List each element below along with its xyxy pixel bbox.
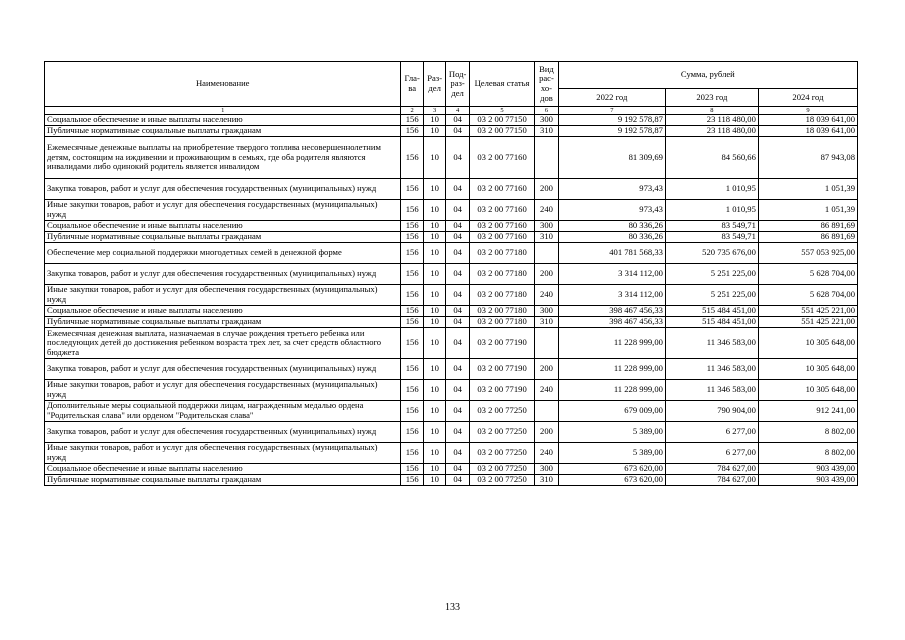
table-row xyxy=(45,137,858,179)
row-name: Публичные нормативные социальные выплаты гражданам xyxy=(45,126,401,137)
row-target: 03 2 00 77190 xyxy=(469,359,534,380)
row-target: 03 2 00 77160 xyxy=(469,179,534,200)
column-number: 5 xyxy=(469,107,534,115)
row-glava: 156 xyxy=(401,401,423,422)
row-glava: 156 xyxy=(401,137,423,179)
row-target: 03 2 00 77160 xyxy=(469,221,534,232)
row-target: 03 2 00 77180 xyxy=(469,285,534,306)
row-vid: 240 xyxy=(535,443,558,464)
row-sum-2024: 10 305 648,00 xyxy=(758,359,857,380)
row-sum-2022: 398 467 456,33 xyxy=(558,306,665,317)
row-sum-2022: 401 781 568,33 xyxy=(558,243,665,264)
row-sum-2023: 11 346 583,00 xyxy=(665,359,758,380)
header-razdel: Раз-дел xyxy=(423,62,445,107)
table-row xyxy=(45,422,858,443)
column-number: 1 xyxy=(45,107,401,115)
row-sum-2022: 11 228 999,00 xyxy=(558,359,665,380)
row-podrazdel: 04 xyxy=(446,115,469,126)
row-name: Публичные нормативные социальные выплаты гражданам xyxy=(45,317,401,328)
row-glava: 156 xyxy=(401,126,423,137)
row-podrazdel: 04 xyxy=(446,443,469,464)
table-row xyxy=(45,328,858,359)
row-glava: 156 xyxy=(401,359,423,380)
column-number: 4 xyxy=(446,107,469,115)
row-vid: 300 xyxy=(535,115,558,126)
row-podrazdel: 04 xyxy=(446,243,469,264)
row-sum-2023: 83 549,71 xyxy=(665,221,758,232)
row-glava: 156 xyxy=(401,243,423,264)
row-vid: 310 xyxy=(535,232,558,243)
row-target: 03 2 00 77190 xyxy=(469,380,534,401)
row-sum-2024: 1 051,39 xyxy=(758,179,857,200)
row-razdel: 10 xyxy=(423,179,445,200)
row-sum-2024: 18 039 641,00 xyxy=(758,126,857,137)
table-row xyxy=(45,401,858,422)
table-row xyxy=(45,464,858,475)
row-sum-2022: 673 620,00 xyxy=(558,464,665,475)
row-name: Ежемесячные денежные выплаты на приобретение твердого топлива несовершеннолетним детям, состоящим на иждивении и проживающим в семьях, где оба родителя являются инвалидами либо одинокий родитель является инвалидом xyxy=(45,137,401,179)
row-sum-2022: 80 336,26 xyxy=(558,221,665,232)
row-sum-2023: 6 277,00 xyxy=(665,443,758,464)
row-razdel: 10 xyxy=(423,475,445,486)
row-razdel: 10 xyxy=(423,243,445,264)
row-sum-2023: 790 904,00 xyxy=(665,401,758,422)
row-razdel: 10 xyxy=(423,137,445,179)
row-vid: 240 xyxy=(535,380,558,401)
row-sum-2024: 87 943,08 xyxy=(758,137,857,179)
row-glava: 156 xyxy=(401,328,423,359)
row-razdel: 10 xyxy=(423,285,445,306)
row-sum-2024: 18 039 641,00 xyxy=(758,115,857,126)
row-sum-2023: 784 627,00 xyxy=(665,475,758,486)
row-sum-2024: 551 425 221,00 xyxy=(758,317,857,328)
row-name: Иные закупки товаров, работ и услуг для обеспечения государственных (муниципальных) нужд xyxy=(45,380,401,401)
row-sum-2022: 3 314 112,00 xyxy=(558,264,665,285)
row-podrazdel: 04 xyxy=(446,401,469,422)
row-podrazdel: 04 xyxy=(446,380,469,401)
row-name: Иные закупки товаров, работ и услуг для обеспечения государственных (муниципальных) нужд xyxy=(45,443,401,464)
header-glava: Гла-ва xyxy=(401,62,423,107)
row-vid xyxy=(535,401,558,422)
row-razdel: 10 xyxy=(423,422,445,443)
table-body xyxy=(45,115,858,486)
row-glava: 156 xyxy=(401,464,423,475)
header-sum: Сумма, рублей xyxy=(558,62,857,89)
row-sum-2022: 3 314 112,00 xyxy=(558,285,665,306)
row-target: 03 2 00 77250 xyxy=(469,475,534,486)
row-sum-2024: 5 628 704,00 xyxy=(758,285,857,306)
budget-table xyxy=(44,61,858,486)
row-target: 03 2 00 77250 xyxy=(469,443,534,464)
table-row xyxy=(45,221,858,232)
row-name: Публичные нормативные социальные выплаты гражданам xyxy=(45,475,401,486)
row-podrazdel: 04 xyxy=(446,306,469,317)
row-vid: 310 xyxy=(535,317,558,328)
row-sum-2024: 557 053 925,00 xyxy=(758,243,857,264)
row-glava: 156 xyxy=(401,306,423,317)
row-name: Обеспечение мер социальной поддержки многодетных семей в денежной форме xyxy=(45,243,401,264)
row-sum-2022: 11 228 999,00 xyxy=(558,328,665,359)
row-sum-2022: 398 467 456,33 xyxy=(558,317,665,328)
row-razdel: 10 xyxy=(423,317,445,328)
row-sum-2023: 6 277,00 xyxy=(665,422,758,443)
row-target: 03 2 00 77180 xyxy=(469,264,534,285)
row-vid: 310 xyxy=(535,475,558,486)
row-sum-2024: 1 051,39 xyxy=(758,200,857,221)
row-podrazdel: 04 xyxy=(446,475,469,486)
row-sum-2024: 8 802,00 xyxy=(758,443,857,464)
row-sum-2024: 903 439,00 xyxy=(758,475,857,486)
row-target: 03 2 00 77180 xyxy=(469,306,534,317)
row-podrazdel: 04 xyxy=(446,137,469,179)
table-row xyxy=(45,243,858,264)
row-sum-2023: 520 735 676,00 xyxy=(665,243,758,264)
row-name: Дополнительные меры социальной поддержки лицам, награжденным медалью ордена "Родительская слава" или орденом "Родительская слава" xyxy=(45,401,401,422)
row-sum-2024: 551 425 221,00 xyxy=(758,306,857,317)
column-number: 2 xyxy=(401,107,423,115)
column-number: 6 xyxy=(535,107,558,115)
row-razdel: 10 xyxy=(423,221,445,232)
row-sum-2022: 5 389,00 xyxy=(558,422,665,443)
row-name: Иные закупки товаров, работ и услуг для обеспечения государственных (муниципальных) нужд xyxy=(45,200,401,221)
table-row xyxy=(45,200,858,221)
row-glava: 156 xyxy=(401,285,423,306)
row-target: 03 2 00 77190 xyxy=(469,328,534,359)
column-numbers-row xyxy=(45,107,858,115)
row-glava: 156 xyxy=(401,443,423,464)
row-sum-2024: 903 439,00 xyxy=(758,464,857,475)
row-sum-2022: 81 309,69 xyxy=(558,137,665,179)
row-razdel: 10 xyxy=(423,306,445,317)
row-glava: 156 xyxy=(401,232,423,243)
row-razdel: 10 xyxy=(423,443,445,464)
row-podrazdel: 04 xyxy=(446,328,469,359)
row-vid xyxy=(535,243,558,264)
row-sum-2022: 973,43 xyxy=(558,179,665,200)
row-glava: 156 xyxy=(401,317,423,328)
row-glava: 156 xyxy=(401,475,423,486)
row-sum-2024: 8 802,00 xyxy=(758,422,857,443)
row-target: 03 2 00 77250 xyxy=(469,422,534,443)
row-glava: 156 xyxy=(401,221,423,232)
row-vid: 300 xyxy=(535,464,558,475)
row-target: 03 2 00 77180 xyxy=(469,317,534,328)
row-sum-2024: 86 891,69 xyxy=(758,232,857,243)
row-name: Закупка товаров, работ и услуг для обеспечения государственных (муниципальных) нужд xyxy=(45,359,401,380)
row-sum-2023: 83 549,71 xyxy=(665,232,758,243)
row-sum-2023: 11 346 583,00 xyxy=(665,328,758,359)
row-target: 03 2 00 77250 xyxy=(469,401,534,422)
row-razdel: 10 xyxy=(423,115,445,126)
row-name: Ежемесячная денежная выплата, назначаемая в случае рождения третьего ребенка или последующих детей до достижения ребенком возраста трех лет, за счет средств областного бюджета xyxy=(45,328,401,359)
table-row xyxy=(45,179,858,200)
row-name: Публичные нормативные социальные выплаты гражданам xyxy=(45,232,401,243)
row-razdel: 10 xyxy=(423,328,445,359)
row-razdel: 10 xyxy=(423,264,445,285)
table-header xyxy=(45,62,858,115)
column-number: 7 xyxy=(558,107,665,115)
row-sum-2023: 23 118 480,00 xyxy=(665,126,758,137)
row-sum-2022: 80 336,26 xyxy=(558,232,665,243)
row-sum-2022: 973,43 xyxy=(558,200,665,221)
row-vid: 300 xyxy=(535,306,558,317)
row-vid: 240 xyxy=(535,200,558,221)
header-year-2022: 2022 год xyxy=(558,89,665,107)
row-sum-2023: 1 010,95 xyxy=(665,179,758,200)
row-sum-2022: 5 389,00 xyxy=(558,443,665,464)
row-podrazdel: 04 xyxy=(446,200,469,221)
row-name: Социальное обеспечение и иные выплаты населению xyxy=(45,306,401,317)
row-sum-2022: 673 620,00 xyxy=(558,475,665,486)
row-vid xyxy=(535,328,558,359)
row-glava: 156 xyxy=(401,380,423,401)
row-target: 03 2 00 77150 xyxy=(469,126,534,137)
table-row xyxy=(45,126,858,137)
row-sum-2024: 5 628 704,00 xyxy=(758,264,857,285)
row-podrazdel: 04 xyxy=(446,317,469,328)
header-year-2024: 2024 год xyxy=(758,89,857,107)
row-name: Социальное обеспечение и иные выплаты населению xyxy=(45,221,401,232)
row-podrazdel: 04 xyxy=(446,221,469,232)
row-podrazdel: 04 xyxy=(446,126,469,137)
row-razdel: 10 xyxy=(423,401,445,422)
row-sum-2023: 515 484 451,00 xyxy=(665,317,758,328)
table-row xyxy=(45,306,858,317)
row-podrazdel: 04 xyxy=(446,179,469,200)
row-sum-2022: 9 192 578,87 xyxy=(558,115,665,126)
row-sum-2024: 912 241,00 xyxy=(758,401,857,422)
table-row xyxy=(45,264,858,285)
row-vid: 310 xyxy=(535,126,558,137)
row-podrazdel: 04 xyxy=(446,359,469,380)
table-row xyxy=(45,359,858,380)
row-sum-2023: 84 560,66 xyxy=(665,137,758,179)
row-razdel: 10 xyxy=(423,380,445,401)
row-sum-2023: 1 010,95 xyxy=(665,200,758,221)
row-razdel: 10 xyxy=(423,464,445,475)
row-name: Иные закупки товаров, работ и услуг для обеспечения государственных (муниципальных) нужд xyxy=(45,285,401,306)
header-target: Целевая статья xyxy=(469,62,534,107)
row-target: 03 2 00 77160 xyxy=(469,200,534,221)
row-razdel: 10 xyxy=(423,200,445,221)
row-razdel: 10 xyxy=(423,126,445,137)
row-glava: 156 xyxy=(401,264,423,285)
column-number: 3 xyxy=(423,107,445,115)
row-target: 03 2 00 77160 xyxy=(469,137,534,179)
header-year-2023: 2023 год xyxy=(665,89,758,107)
row-vid xyxy=(535,137,558,179)
table-row xyxy=(45,443,858,464)
row-sum-2024: 10 305 648,00 xyxy=(758,328,857,359)
row-sum-2023: 23 118 480,00 xyxy=(665,115,758,126)
table-row xyxy=(45,380,858,401)
row-glava: 156 xyxy=(401,179,423,200)
table-row xyxy=(45,232,858,243)
row-podrazdel: 04 xyxy=(446,464,469,475)
table-row xyxy=(45,317,858,328)
row-sum-2023: 515 484 451,00 xyxy=(665,306,758,317)
row-sum-2023: 5 251 225,00 xyxy=(665,285,758,306)
row-vid: 200 xyxy=(535,422,558,443)
row-name: Социальное обеспечение и иные выплаты населению xyxy=(45,464,401,475)
row-vid: 300 xyxy=(535,221,558,232)
row-sum-2022: 9 192 578,87 xyxy=(558,126,665,137)
row-razdel: 10 xyxy=(423,232,445,243)
row-podrazdel: 04 xyxy=(446,264,469,285)
column-number: 9 xyxy=(758,107,857,115)
row-glava: 156 xyxy=(401,115,423,126)
row-glava: 156 xyxy=(401,200,423,221)
column-number: 8 xyxy=(665,107,758,115)
row-target: 03 2 00 77160 xyxy=(469,232,534,243)
row-vid: 200 xyxy=(535,359,558,380)
row-name: Закупка товаров, работ и услуг для обеспечения государственных (муниципальных) нужд xyxy=(45,264,401,285)
row-target: 03 2 00 77180 xyxy=(469,243,534,264)
row-name: Закупка товаров, работ и услуг для обеспечения государственных (муниципальных) нужд xyxy=(45,179,401,200)
row-sum-2023: 784 627,00 xyxy=(665,464,758,475)
row-vid: 200 xyxy=(535,264,558,285)
row-name: Закупка товаров, работ и услуг для обеспечения государственных (муниципальных) нужд xyxy=(45,422,401,443)
row-name: Социальное обеспечение и иные выплаты населению xyxy=(45,115,401,126)
row-sum-2023: 11 346 583,00 xyxy=(665,380,758,401)
row-glava: 156 xyxy=(401,422,423,443)
header-name: Наименование xyxy=(45,62,401,107)
table-row xyxy=(45,475,858,486)
header-podrazdel: Под-раз-дел xyxy=(446,62,469,107)
table-row xyxy=(45,115,858,126)
row-sum-2024: 10 305 648,00 xyxy=(758,380,857,401)
row-sum-2024: 86 891,69 xyxy=(758,221,857,232)
row-podrazdel: 04 xyxy=(446,285,469,306)
header-vid: Вид рас-хо-дов xyxy=(535,62,558,107)
row-razdel: 10 xyxy=(423,359,445,380)
row-sum-2023: 5 251 225,00 xyxy=(665,264,758,285)
row-podrazdel: 04 xyxy=(446,422,469,443)
row-target: 03 2 00 77150 xyxy=(469,115,534,126)
table-row xyxy=(45,285,858,306)
row-sum-2022: 11 228 999,00 xyxy=(558,380,665,401)
row-vid: 240 xyxy=(535,285,558,306)
page-number: 133 xyxy=(445,602,460,613)
row-sum-2022: 679 009,00 xyxy=(558,401,665,422)
row-vid: 200 xyxy=(535,179,558,200)
row-target: 03 2 00 77250 xyxy=(469,464,534,475)
row-podrazdel: 04 xyxy=(446,232,469,243)
